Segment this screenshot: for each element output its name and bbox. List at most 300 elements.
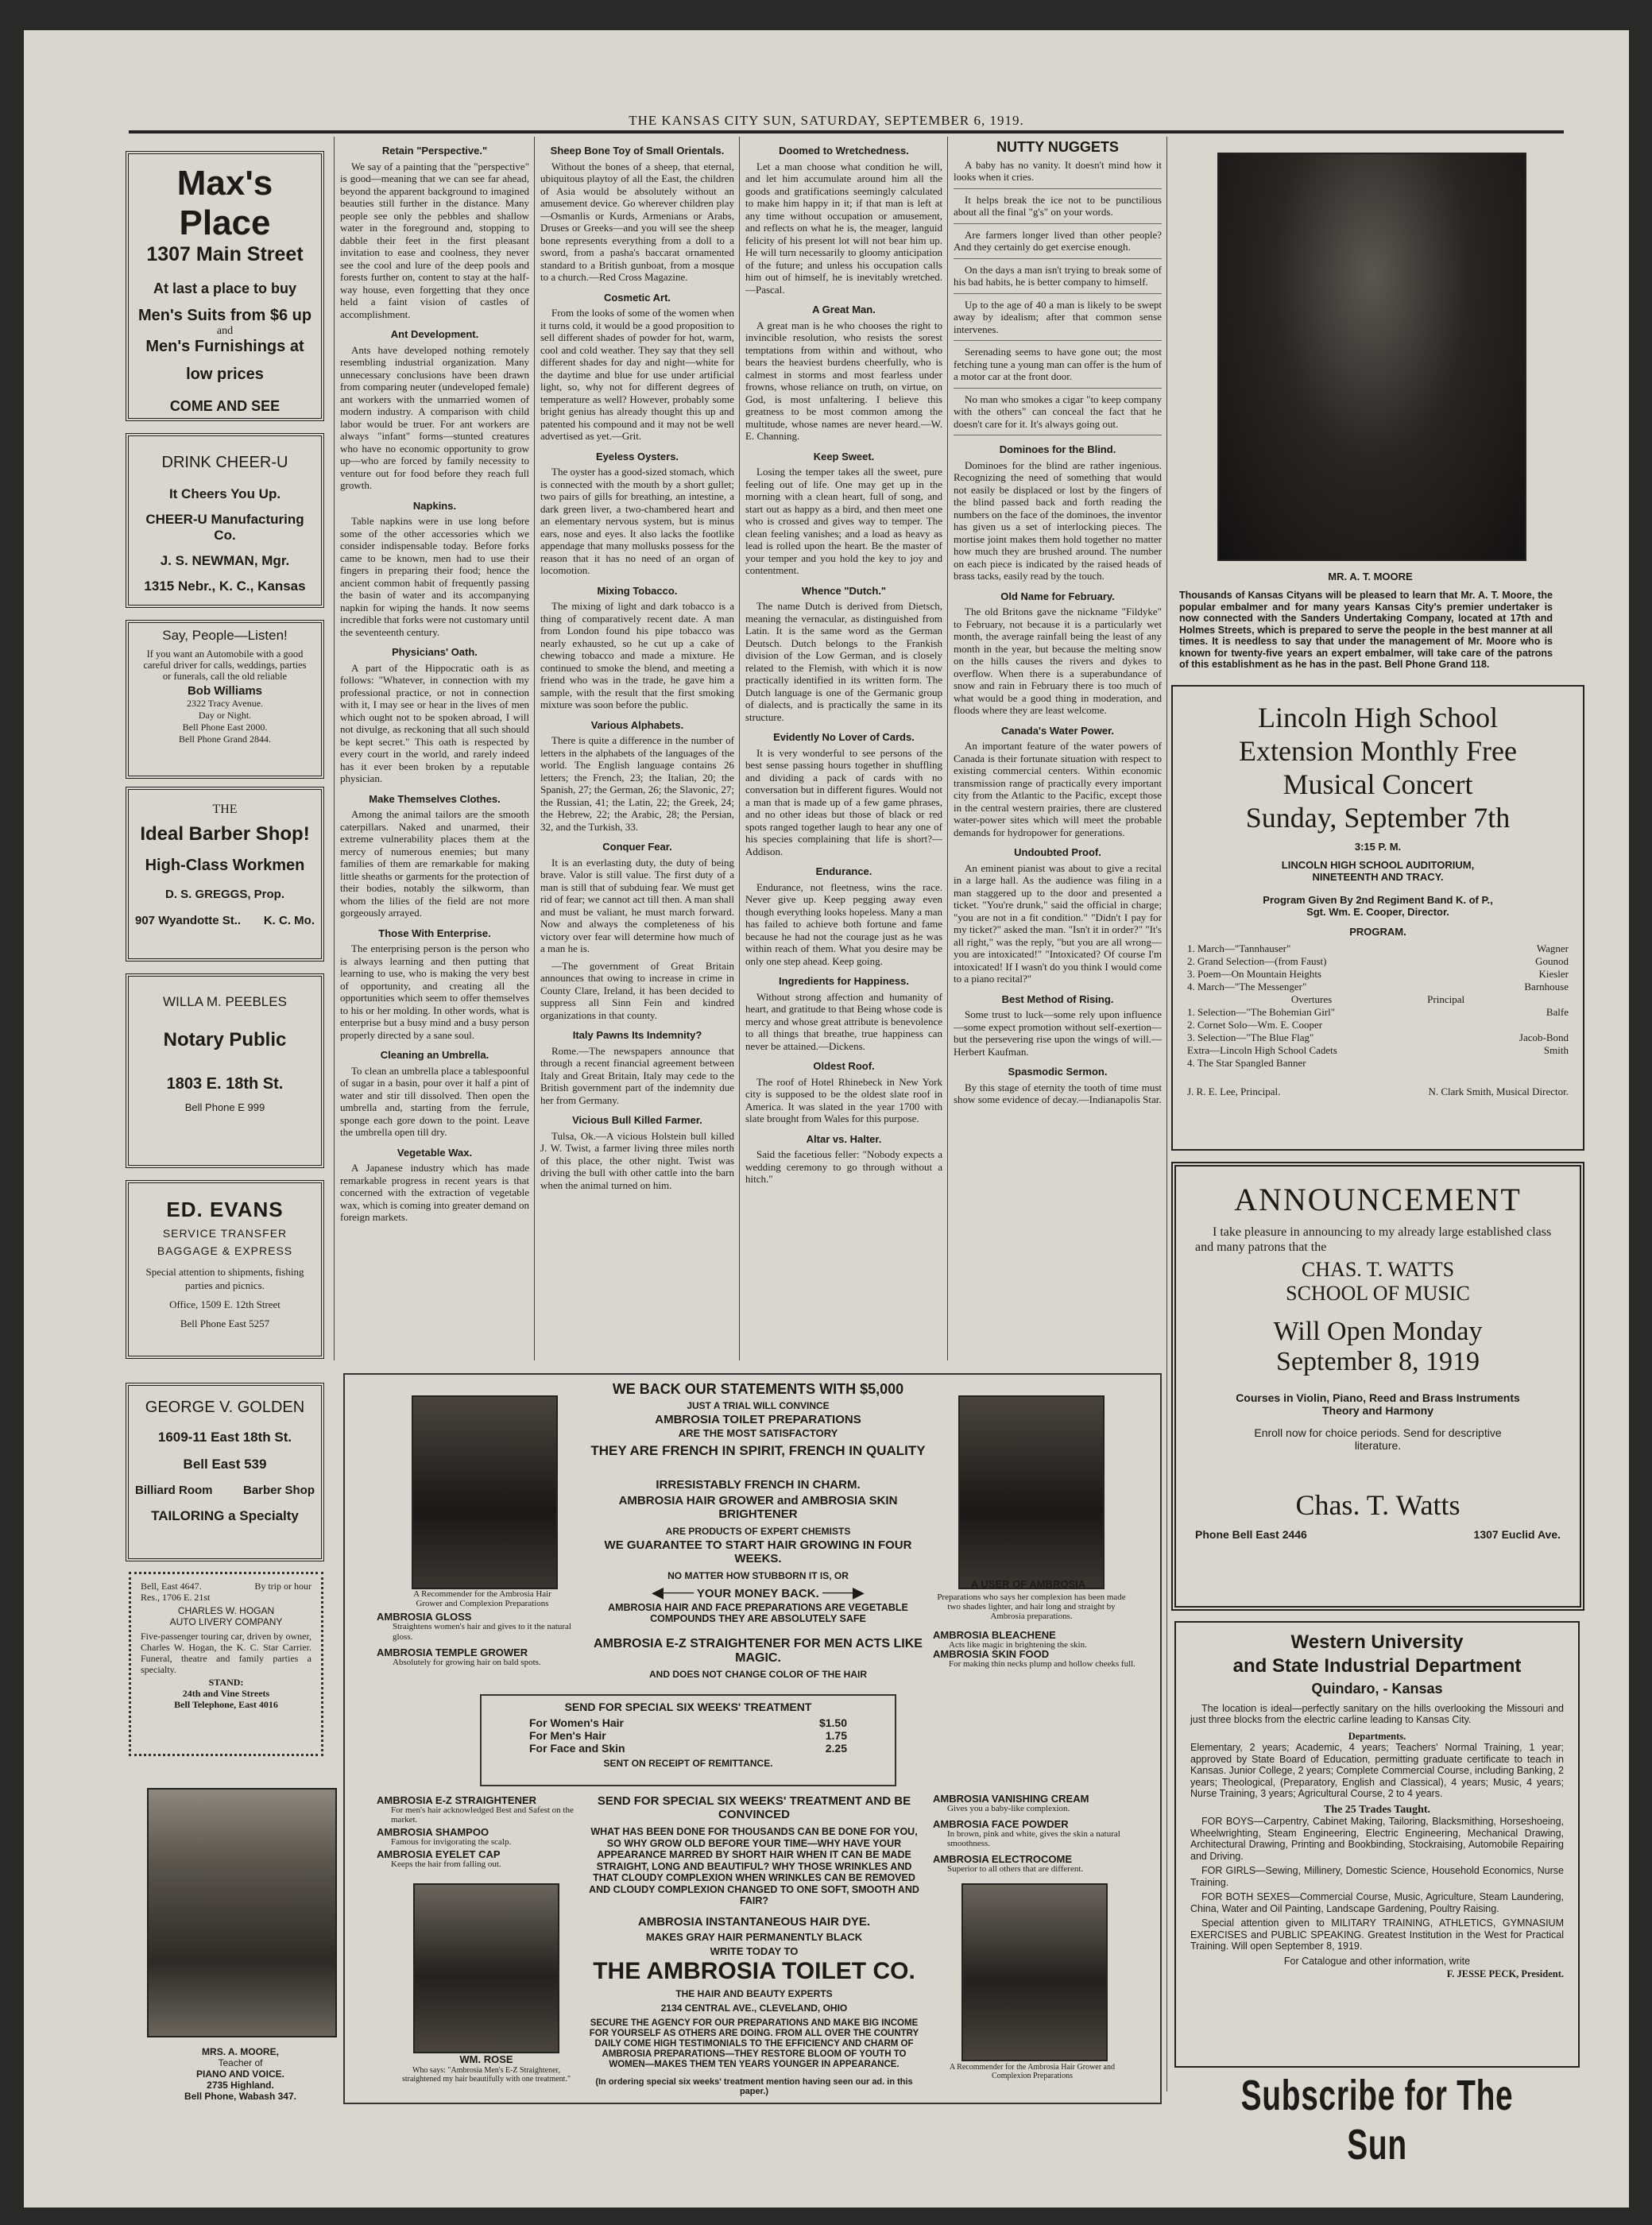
ad-line: It Cheers You Up. [168, 486, 281, 501]
article-text: We say of a painting that the "perspective" is good—meaning that we can see far ahead, beyond the apparent background to imagined beauties still further in the distance. Many people see only the pebbles and shallow water in the foreground and, stopping to dabble their feet in the first pleasant invitation to ease and coolness, they never see the cool and lure of the deep pools and forests further on, content to stay at the half-way house, even forgetting that they once held a faint vision of castles of accomplishment. [340, 160, 529, 320]
moore-announcement: Thousands of Kansas Cityans will be pleased to learn that Mr. A. T. Moore, the popular embalmer and for many years Kansas City's premier undertaker is now connected with the Sanders Undertaking Company, located at 17th and Holmes Streets, which is prepared to serve the people in the best manner at all times. It is needless to say that under the management of Mr. Moore who is known for twenty-five years an expert embalmer, will take care of the patrons of this establishment as he has in the past. Bell Phone Grand 118. [1179, 590, 1553, 670]
article-text: By this stage of eternity the tooth of time must show some evidence of decay.—Indianapolis Star. [954, 1081, 1162, 1105]
company-tagline: THE HAIR AND BEAUTY EXPERTS [675, 1988, 833, 1999]
program-composer: Principal [1427, 993, 1465, 1005]
article-text: Let a man choose what condition he will, and let him accumulate around him all the goods and gratifications seemingly calculated to make him happy in it; if that man is left at any time without occupation or amusement, and reflects on what he is, the meager, languid felicity of his present lot will not bear him up. He will turn necessarily to gloomy anticipation of the future; and unless his occupation calls him out of himself, he is inevitably wretched.—Pascal. [745, 160, 942, 296]
product-name: AMBROSIA ELECTROCOME [933, 1853, 1073, 1865]
article-heading: Vegetable Wax. [397, 1146, 473, 1159]
announcement-intro: I take pleasure in announcing to my already large established class and many patrons that the [1195, 1225, 1552, 1254]
article-text: Rome.—The newspapers announce that through a recent financial agreement between Italy and Great Britain, Italy may cede to the British government part of the indemnity due her from Germany. [540, 1044, 734, 1106]
ad-line: AUTO LIVERY COMPANY [169, 1616, 283, 1627]
ad-line: Res., 1706 E. 21st [141, 1592, 211, 1603]
article-heading: Eyeless Oysters. [595, 450, 679, 462]
caption-line: PIANO AND VOICE. [196, 2068, 284, 2080]
concert-title: Extension Monthly Free [1239, 735, 1517, 767]
price-label: For Men's Hair [529, 1729, 606, 1742]
program-composer: Wagner [1536, 942, 1569, 954]
ad-title: Say, People—Listen! [162, 628, 288, 643]
ad-line: J. S. NEWMAN, Mgr. [160, 553, 290, 568]
announcement-title: ANNOUNCEMENT [1234, 1182, 1522, 1217]
article-text: Table napkins were in use long before some of the other accessories which we consider indispensable today. Before forks came to be known, men had to use their fingers in preparing their food; hence the ancient common habit of frequently passing the basin of water and its accompanying napkin for wiping the hands. It now seems incredible that forks were not customary until the seventeenth century. [340, 515, 529, 638]
article-heading: Endurance. [815, 865, 872, 877]
university-text: The location is ideal—perfectly sanitary on the hills overlooking the Missouri and just three blocks from the electric carline leading to Kansas City. [1190, 1702, 1564, 1725]
courses-line: Theory and Harmony [1321, 1404, 1434, 1417]
article-heading: Retain "Perspective." [381, 145, 488, 157]
program-piece: 1. Selection—"The Bohemian Girl" [1187, 1006, 1336, 1018]
column-2 [540, 137, 734, 1367]
article-heading: Vicious Bull Killed Farmer. [572, 1114, 702, 1126]
nugget-item: No man who smokes a cigar "to keep company with the others" can conceal the fact that he doesn't care for it. It's always going out. [954, 393, 1162, 436]
column-divider [947, 137, 948, 1360]
university-title: and State Industrial Department [1232, 1655, 1522, 1677]
ad-line: BAGGAGE & EXPRESS [157, 1244, 293, 1257]
ad-line: Bell Telephone, East 4016 [174, 1699, 278, 1710]
university-text: For Catalogue and other information, write [1283, 1955, 1471, 1967]
ad-western-university [1174, 1621, 1580, 2068]
caption-mr-moore: MR. A. T. MOORE [1328, 571, 1413, 582]
treatment-offer-box [480, 1694, 896, 1786]
program-composer: Jacob-Bond [1519, 1031, 1569, 1043]
program-item [1187, 1044, 1569, 1057]
headline: WRITE TODAY TO [710, 1945, 799, 1957]
nugget-item: A baby has no vanity. It doesn't mind how it looks when it cries. [954, 159, 1162, 189]
ad-address: 1307 Main Street [146, 243, 304, 265]
director-name: N. Clark Smith, Musical Director. [1428, 1085, 1569, 1097]
headline: AMBROSIA HAIR GROWER and AMBROSIA SKIN BRIGHTENER [618, 1494, 898, 1521]
article-heading: A Great Man. [812, 304, 876, 315]
article-heading: Doomed to Wretchedness. [779, 145, 909, 157]
ad-title: Max's Place [176, 164, 273, 242]
ad-title: Notary Public [163, 1029, 287, 1051]
ad-line: THE [212, 803, 238, 816]
photo-caption: A USER OF AMBROSIA [970, 1578, 1086, 1590]
body-copy: (In ordering special six weeks' treatment mention having seen our ad. in this paper.) [595, 2077, 913, 2096]
caption-line: Bell Phone, Wabash 347. [184, 2091, 296, 2102]
caption-line: Teacher of [218, 2057, 263, 2068]
article-text: Endurance, not fleetness, wins the race. Never give up. Keep pegging away even though everything looks hopeless. Many a man has failed to achieve both fortune and fame because he had not the courage just as he was within reach of them. What you desire may be only one step ahead. Keep going. [745, 880, 942, 967]
headline: ARE PRODUCTS OF EXPERT CHEMISTS [665, 1526, 851, 1537]
nutty-nuggets-title: NUTTY NUGGETS [996, 139, 1119, 155]
ad-line: 1803 E. 18th St. [166, 1075, 284, 1093]
concert-director: Sgt. Wm. E. Cooper, Director. [1306, 906, 1449, 918]
program-piece: Overtures [1290, 993, 1333, 1005]
article-heading: Cosmetic Art. [603, 291, 671, 304]
article-text: The oyster has a good-sized stomach, which is connected with the mouth by a short gullet; two pairs of gills for breathing, an intestine, a dark green liver, a two-chambered heart and an elementary nervous system, but is minus ears, nose and eyes. It also lacks the footlike appendage that many mollusks possess for the reason that it has no need of an organ of locomotion. [540, 466, 734, 576]
arrow-left-icon: ◀─── [652, 1585, 694, 1600]
nugget-item: Serenading seems to have gone out; the most fetching tune a young man can offer is the hum of a motor car at the front door. [954, 346, 1162, 389]
article-heading: Old Name for February. [1000, 590, 1115, 602]
product-desc: For men's hair acknowledged Best and Safest on the market. [391, 1805, 574, 1824]
president-name: F. JESSE PECK, President. [1446, 1968, 1564, 1979]
ad-body: Five-passenger touring car, driven by owner, Charles W. Hogan, the K. C. Star Carrier. Funeral, theatre and family parties a specialty. [141, 1631, 311, 1675]
article-heading: Oldest Roof. [813, 1060, 875, 1072]
ad-line: Special attention to shipments, fishing parties and picnics. [145, 1266, 304, 1291]
article-text: An eminent pianist was about to give a recital in a large hall. As the audience was filing in a man staggered up to the door and presented a ticket. "You're drunk," said the official in charge; "you are not in a fit condition." "Didn't I pay for my ticket?" asked the man. "Isn't it in order?" "It's all right," was the reply, "but you are all wrong—you are intoxicated!" "Intoxicated? Of course I'm intoxicated! If I wasn't do you think I would come to a piano recital?" [954, 861, 1162, 985]
product-list-right-2 [933, 1794, 1147, 1874]
program-piece: 3. Selection—"The Blue Flag" [1187, 1031, 1314, 1043]
photo-caption: Preparations who says her complexion has been made two shades lighter, and hair long and straight by Ambrosia preparations. [937, 1592, 1126, 1621]
product-name: AMBROSIA SKIN FOOD [933, 1648, 1050, 1660]
column-1 [340, 137, 529, 1367]
article-heading: Dominoes for the Blind. [999, 443, 1116, 455]
ad-line: Bell Phone East 2000. [182, 722, 268, 733]
article-heading: Ant Development. [390, 328, 479, 340]
photo-user-of-ambrosia [958, 1395, 1105, 1589]
program-item [1187, 993, 1569, 1006]
ad-maxs-place [126, 151, 324, 421]
ad-line: By trip or hour [254, 1581, 311, 1592]
headline: NO MATTER HOW STUBBORN IT IS, OR [667, 1570, 849, 1581]
article-text: A part of the Hippocratic oath is as follows: "Whatever, in connection with my professional practice, or not in connection with it, I may see or hear in the lives of men which ought not to be spoken abroad, I will not divulge, as reckoning that all such should be kept secret." This oath is respected by every court in the world, and rarely indeed has it ever been broken by a reputable physician. [340, 661, 529, 784]
article-heading: Spasmodic Sermon. [1008, 1066, 1108, 1078]
article-text: Ants have developed nothing remotely resembling industrial organization. Many unnecessary conclusions have been drawn from comparing neuter (undeveloped female) ant workers with the unmarried women of modern industry. A comparison with child labor would be truer. For ant workers are always "infant" forms—stunted creatures who have no economic opportunity to grow up—who are forced by family necessity to venture out for food before they reach full growth. [340, 343, 529, 491]
departments-heading: Departments. [1348, 1730, 1406, 1742]
product-desc: Gives you a baby-like complexion. [947, 1804, 1070, 1813]
caption-mrs-moore [143, 2046, 338, 2102]
photo-caption: WM. ROSE [459, 2053, 513, 2065]
ad-services-row [135, 1484, 315, 1497]
product-desc: Acts like magic in brightening the skin. [949, 1640, 1087, 1650]
article-text: Losing the temper takes all the sweet, pure feeling out of life. One may get up in the morning with a clean heart, full of song, and start out as happy as a bird, and then meet one who is crossed and gives way to temper. The clean feeling vanishes; and a load as heavy as lead is rolled upon the heart. Be the master of your temper and you hold the key to joy and contentment. [745, 466, 942, 576]
article-heading: Undoubted Proof. [1014, 846, 1101, 858]
concert-band: Program Given By 2nd Regiment Band K. of P., [1263, 894, 1493, 906]
ad-line: Barber Shop [242, 1484, 315, 1497]
ad-title: Ideal Barber Shop! [140, 823, 310, 845]
concert-place: LINCOLN HIGH SCHOOL AUDITORIUM, [1281, 859, 1475, 871]
article-text: The roof of Hotel Rhinebeck in New York city is supposed to be the oldest slate roof in America. It was slated in the year 1700 with slate brought from Wales for this purpose. [745, 1075, 942, 1124]
headline: AMBROSIA HAIR AND FACE PREPARATIONS ARE VEGETABLE COMPOUNDS THEY ARE ABSOLUTELY SAFE [608, 1602, 908, 1624]
photo-caption: A Recommender for the Ambrosia Hair Grower and Complexion Preparations [413, 1589, 551, 1608]
article-heading: Make Themselves Clothes. [369, 792, 501, 805]
concert-place: NINETEENTH AND TRACY. [1312, 871, 1444, 883]
product-name: AMBROSIA E-Z STRAIGHTENER [377, 1794, 537, 1806]
program-item [1187, 955, 1569, 968]
article-heading: Various Alphabets. [590, 718, 684, 731]
program-composer: Gounod [1535, 955, 1569, 967]
product-name: AMBROSIA EYELET CAP [377, 1848, 501, 1860]
article-heading: Sheep Bone Toy of Small Orientals. [550, 145, 725, 157]
ad-george-golden [126, 1383, 324, 1561]
program-piece: 4. March—"The Messenger" [1187, 981, 1307, 993]
courses-line: Courses in Violin, Piano, Reed and Brass Instruments [1236, 1391, 1520, 1404]
ad-hogan-livery [129, 1572, 323, 1756]
school-name: CHAS. T. WATTS [1301, 1258, 1455, 1281]
product-desc: Famous for invigorating the scalp. [391, 1837, 512, 1847]
company-address: 2134 CENTRAL AVE., CLEVELAND, OHIO [660, 2002, 848, 2014]
price-row [482, 1742, 895, 1755]
article-text: The mixing of light and dark tobacco is a thing of comparatively recent date. A man from London found his pipe tobacco was nearly exhausted, so he cut up a cake of chewing tobacco and made a mixture. He continued to smoke the blend, and meeting a friend who was in the trade, he gave him a sample, with the result that the first smoking mixture was soon before the public. [540, 600, 734, 710]
nugget-item: It helps break the ice not to be punctilious about all the final "g's" on your words. [954, 194, 1162, 224]
ad-line: TAILORING a Specialty [151, 1508, 299, 1523]
program-composer: Kiesler [1538, 968, 1569, 980]
nutty-nuggets-list [954, 159, 1162, 1106]
ad-ambrosia-toilet-co [343, 1373, 1162, 2104]
ad-line: 24th and Vine Streets [182, 1688, 270, 1699]
product-desc: Keeps the hair from falling out. [391, 1859, 501, 1869]
column-divider [739, 137, 740, 1360]
headline: SEND FOR SPECIAL SIX WEEKS' TREATMENT AND BE CONVINCED [597, 1794, 911, 1821]
article-text: The name Dutch is derived from Dietsch, meaning the vernacular, as distinguished from Latin. It is the same word as the German Deutsch. Dutch belongs to the Frankish division of the Low German, and is closely related to the Flemish, with which it is now practically identified in its written form. The Dutch language is one of the Germanic group of dialects, and is practically the same in its structure. [745, 600, 942, 723]
headline: AMBROSIA TOILET PREPARATIONS [655, 1413, 861, 1426]
program-item [1187, 968, 1569, 981]
column-divider [534, 137, 535, 1360]
ad-ed-evans [126, 1180, 324, 1359]
article-text: Said the facetious feller: "Nobody expects a wedding ceremony to go through without a hitch." [745, 1148, 942, 1185]
product-name: AMBROSIA FACE POWDER [933, 1818, 1069, 1830]
concert-title: Lincoln High School [1258, 702, 1498, 733]
masthead-rule [129, 130, 1564, 134]
headline: WE BACK OUR STATEMENTS WITH $5,000 [612, 1381, 904, 1397]
article-text: —The government of Great Britain announces that owing to increase in crime in County Clare, Ireland, it has been decided to suppress all Sinn Fein and kindred organizations in that county. [540, 959, 734, 1021]
program-item [1187, 981, 1569, 993]
ad-line: SERVICE TRANSFER [162, 1227, 288, 1240]
column-divider [1166, 137, 1167, 2092]
article-text: An important feature of the water powers of Canada is their fortunate situation with respect to existing commercial centers. Within economic transmission range of practically every important city from the Atlantic to the Pacific, except those in the central western prairies, there are clustered water-power sites which will meet the probable demands for hydropower for generations. [954, 740, 1162, 838]
caption-line: 2735 Highland. [207, 2080, 274, 2091]
caption-line: MRS. A. MOORE, [202, 2046, 279, 2057]
article-heading: Conquer Fear. [602, 841, 672, 853]
ad-line: 907 Wyandotte St.. [135, 914, 242, 927]
ad-name: WILLA M. PEEBLES [163, 994, 287, 1009]
article-text: Without strong affection and humanity of heart, and gratitude to that Being whose code is mercy and whose great attribute is benevolence to all things that breathe, true happiness can never be attained.—Dickens. [745, 990, 942, 1052]
article-heading: Ingredients for Happiness. [779, 975, 909, 987]
concert-signatures [1187, 1085, 1569, 1098]
opening-date: September 8, 1919 [1276, 1347, 1480, 1376]
headline: MAKES GRAY HAIR PERMANENTLY BLACK [645, 1931, 863, 1943]
program-item [1187, 1057, 1569, 1070]
article-text: A Japanese industry which has made remarkable progress in recent years is that concerned with the extraction of vegetable wax, which is coming into greater demand on foreign markets. [340, 1162, 529, 1223]
product-desc: Absolutely for growing hair on bald spots. [393, 1658, 541, 1667]
ad-bob-williams [126, 620, 324, 779]
ad-address-row [135, 914, 315, 927]
article-text: To clean an umbrella place a tablespoonful of sugar in a basin, pour over it half a pint of water and stir till dissolved. Then open the umbrella and, starting from the ferrule, sponge each gore down to the point. Leave the umbrella open till dry. [340, 1064, 529, 1138]
product-list-right [933, 1631, 1139, 1669]
product-name: AMBROSIA TEMPLE GROWER [377, 1646, 528, 1658]
article-text: Tulsa, Ok.—A vicious Holstein bull killed J. W. Twist, a farmer living three miles north of this place, the other night. Twist was driving the bull with other cattle into the barn when the animal turned on him. [540, 1129, 734, 1191]
photo-mr-moore [1217, 153, 1526, 561]
headline: AMBROSIA E-Z STRAIGHTENER FOR MEN ACTS LIKE MAGIC. [594, 1637, 923, 1665]
headline: YOUR MONEY BACK. [696, 1587, 819, 1600]
program-heading: PROGRAM. [1349, 926, 1406, 938]
photo-caption: Who says: "Ambrosia Men's E-Z Straightener, straightened my hair beautifully with one treatment." [401, 2066, 571, 2084]
offer-title: SEND FOR SPECIAL SIX WEEKS' TREATMENT [564, 1701, 812, 1713]
ad-line: low prices [186, 366, 264, 383]
ad-line: 1609-11 East 18th St. [157, 1430, 292, 1445]
body-copy: SECURE THE AGENCY FOR OUR PREPARATIONS AND MAKE BIG INCOME FOR YOURSELF AS OTHERS ARE DOING. FROM ALL OVER THE COUNTRY DAILY COME HIGH TESTIMONIALS TO THE EFFICIENCY AND CHARM OF AMBROSIA PREPARATIONS—THEY RESTORE BLOOM OF YOUTH TO WOMEN—MAKES THEM TEN YEARS YOUNGER IN APPEARANCE. [589, 2018, 919, 2069]
university-text: Special attention given to MILITARY TRAINING, ATHLETICS, GYMNASIUM EXERCISES and PUBLIC SPEAKING. Greatest Institution in the West for Practical Training. Will open September 8, 1919. [1190, 1917, 1564, 1952]
column-4 [954, 137, 1162, 1367]
program-composer: Balfe [1546, 1006, 1569, 1018]
nugget-item: On the days a man isn't trying to break some of his bad habits, he is better company to himself. [954, 264, 1162, 294]
concert-title: Musical Concert [1283, 768, 1473, 800]
program-list [1187, 942, 1569, 1070]
article-text: There is quite a difference in the number of letters in the alphabets of the languages of the world. The English language contains 26 letters; the French, 23; the Italian, 20; the Spanish, 27; the German, 26; the Slavonic, 27; the Russian, 41; the Latin, 22; the Greek, 24; the Hebrew, 22; the Arabic, 28; the Persian, 32, and the Turkish, 33. [540, 734, 734, 833]
article-text: The enterprising person is the person who is always learning and then putting that learning to use, who is making the very best of opportunity, and creating all the opportunities which seem to offer themselves to his or her molding. In other words, what is enterprise but a busy mind and a busy person properly directed by a sane soul. [340, 942, 529, 1041]
headline: IRRESISTABLY FRENCH IN CHARM. [656, 1478, 861, 1492]
article-heading: Napkins. [412, 499, 457, 512]
ad-line: Bell Phone East 5257 [180, 1318, 270, 1329]
article-heading: Evidently No Lover of Cards. [773, 731, 915, 743]
ad-cheer-u [126, 433, 324, 608]
university-text: Elementary, 2 years; Academic, 4 years; Teachers' Normal Training, 1 year; approved by State Board of Education, permitting graduate certificate to teach in Kansas. Junior College, 2 years; Complete Commercial Course, including Banking, 2 years; Theological, (Preparatory, English and Classical), 4 years; Music, 4 years; Nurse Training, 3 years; Agricultural Course, 2 to 4 years. [1190, 1742, 1564, 1799]
program-piece: 2. Cornet Solo—Wm. E. Cooper [1187, 1019, 1323, 1031]
nugget-item: Up to the age of 40 a man is likely to be swept away by idealism; after that common sense intervenes. [954, 299, 1162, 342]
product-name: AMBROSIA BLEACHENE [933, 1629, 1056, 1641]
article-heading: Cleaning an Umbrella. [380, 1049, 489, 1061]
university-location: Quindaro, - Kansas [1311, 1681, 1443, 1697]
ad-title: ED. EVANS [166, 1198, 284, 1221]
price-label: For Women's Hair [529, 1716, 624, 1729]
article-heading: Canada's Water Power. [1000, 724, 1115, 737]
enroll-line: Enroll now for choice periods. Send for descriptive literature. [1254, 1426, 1502, 1452]
university-text: FOR BOYS—Carpentry, Cabinet Making, Tailoring, Blacksmithing, Horseshoeing, Wheelwrighting, Steam Engineering, Electric Engineering, Mechanical Drawing, Architectural Drawing, Printing and Bookbinding, Stockraising, Automobile Repairing and Driving. [1190, 1816, 1564, 1862]
ad-notary-peebles [126, 973, 324, 1168]
ad-name: CHARLES W. HOGAN [177, 1605, 275, 1616]
program-piece: 1. March—"Tannhauser" [1187, 942, 1291, 954]
price-row [482, 1729, 895, 1742]
price-value: 1.75 [825, 1729, 847, 1742]
ad-line: STAND: [208, 1677, 244, 1688]
ad-line: 1315 Nebr., K. C., Kansas [144, 578, 306, 594]
phone: Phone Bell East 2446 [1195, 1528, 1307, 1541]
school-name: SCHOOL OF MUSIC [1286, 1282, 1470, 1305]
ad-body: If you want an Automobile with a good careful driver for calls, weddings, parties or funerals, call the old reliable [143, 648, 307, 682]
article-heading: Altar vs. Halter. [806, 1132, 882, 1145]
ad-line: Office, 1509 E. 12th Street [169, 1298, 280, 1310]
ad-line: Men's Furnishings at [145, 338, 304, 355]
arrow-right-icon: ───▶ [822, 1585, 865, 1600]
photo-wm-rose [413, 1883, 559, 2053]
article-heading: Physicians' Oath. [392, 646, 478, 658]
product-desc: In brown, pink and white, gives the skin a natural smoothness. [947, 1829, 1120, 1848]
article-heading: Best Method of Rising. [1001, 993, 1114, 1005]
article-heading: Keep Sweet. [813, 450, 875, 462]
ad-line: Bell Phone E 999 [184, 1101, 265, 1113]
article-text: From the looks of some of the women when it turns cold, it would be a good proposition to sell different shades of powder for hot, warm, cool and cold weather. They say that they sell different shades for day and night—white for the daytime and blue for use under artificial light, so, why not for different degrees of temperature as well? However, probably some bright genius has already thought this up and patented his compound and it may not be well advertised as yet.—Grit. [540, 307, 734, 442]
concert-date: Sunday, September 7th [1245, 802, 1511, 834]
ad-watts-school [1171, 1162, 1584, 1611]
photo-recommender-left [412, 1395, 558, 1589]
program-piece: 2. Grand Selection—(from Faust) [1187, 955, 1327, 967]
product-name: AMBROSIA SHAMPOO [377, 1826, 489, 1838]
ad-line: Bell Phone Grand 2844. [179, 733, 271, 745]
price-label: For Face and Skin [529, 1742, 625, 1755]
concert-time: 3:15 P. M. [1354, 841, 1402, 853]
ad-line: K. C. Mo. [263, 914, 315, 927]
headline: AMBROSIA INSTANTANEOUS HAIR DYE. [637, 1915, 871, 1929]
article-text: It is an everlasting duty, the duty of being brave. Valor is still value. The first duty of a man is still that of subduing fear. We must get rid of fear; we cannot act till then. A man shall and must be valiant, he must march forward. Now and always the completeness of his victory over fear will determine how much of a man he is. [540, 856, 734, 954]
product-desc: Straightens women's hair and gives to it the natural gloss. [393, 1622, 571, 1642]
ad-lincoln-concert [1171, 685, 1584, 1151]
ad-line: Day or Night. [198, 710, 252, 721]
article-heading: Italy Pawns Its Indemnity? [572, 1029, 702, 1041]
article-text: Among the animal tailors are the smooth caterpillars. Naked and unarmed, their extreme vulnerability places them at the mercy of numerous enemies; but many families of them are remarkable for making little sheaths or garments for the protection of their bodies, notably the silkworm, than whom the lilies of the field are not more gorgeously arrayed. [340, 808, 529, 919]
trades-heading: The 25 Trades Taught. [1323, 1803, 1431, 1816]
program-composer: Barnhouse [1524, 981, 1569, 993]
opening-date: Will Open Monday [1273, 1317, 1483, 1346]
ad-line: High-Class Workmen [145, 857, 305, 874]
ad-line: Bell East 539 [183, 1457, 267, 1472]
article-heading: Mixing Tobacco. [597, 584, 678, 597]
article-heading: Whence "Dutch." [801, 584, 887, 597]
price-row [482, 1713, 895, 1729]
ad-line: COME AND SEE [169, 398, 280, 414]
ad-line: At last a place to buy [153, 281, 297, 296]
product-name: AMBROSIA GLOSS [377, 1611, 472, 1623]
program-item [1187, 1006, 1569, 1019]
ad-line: D. S. GREGGS, Prop. [164, 888, 285, 901]
product-desc: For making thin necks plump and hollow cheeks full. [949, 1659, 1136, 1669]
money-back-row [575, 1585, 941, 1601]
column-3 [745, 137, 942, 1367]
university-title: Western University [1290, 1631, 1464, 1653]
company-name: THE AMBROSIA TOILET CO. [593, 1958, 915, 1984]
ad-title: DRINK CHEER-U [161, 454, 288, 471]
column-divider [334, 137, 335, 1360]
signature: Chas. T. Watts [1295, 1489, 1460, 1521]
ad-line: 2322 Tracy Avenue. [186, 698, 264, 709]
product-desc: Superior to all others that are different. [947, 1864, 1084, 1874]
program-piece: 3. Poem—On Mountain Heights [1187, 968, 1321, 980]
article-text: Some trust to luck—some rely upon influence—some expect promotion without self-exertion—but the persevering rise upon the wings of will.—Herbert Kaufman. [954, 1008, 1162, 1058]
ad-name: Bob Williams [187, 684, 263, 698]
headline: ARE THE MOST SATISFACTORY [678, 1427, 838, 1439]
product-name: AMBROSIA VANISHING CREAM [933, 1793, 1089, 1805]
ad-ideal-barber-shop [126, 787, 324, 962]
photo-mrs-moore [147, 1788, 337, 2037]
article-text: It is very wonderful to see persons of the best sense passing hours together in shuffling and dividing a pack of cards with no conversation but in different figures. Would not a man that is made up of a few game phrases, and no other ideas but those of black or red spots ranged together laugh to hear any one of his species complaining that life is short?—Addison. [745, 746, 942, 857]
article-text: The old Britons gave the nickname "Fildyke" to February, not because it is a particularly wet month, the average rainfall being the least of any month in the year, but because the melting snow on the hills causes the rivers and dykes to overflow. When there is a superabundance of snow and rain in February there is too much of what would be a good thing in moderation, and floods where they are least welcome. [954, 606, 1162, 716]
article-heading: Those With Enterprise. [378, 927, 491, 939]
ad-line: Bell, East 4647. [141, 1581, 202, 1592]
headline: WE GUARANTEE TO START HAIR GROWING IN FOUR WEEKS. [604, 1538, 912, 1565]
remit-line: SENT ON RECEIPT OF REMITTANCE. [603, 1758, 773, 1769]
program-item [1187, 1031, 1569, 1044]
program-composer: Smith [1543, 1044, 1569, 1056]
ad-line: Men's Suits from $6 up [137, 307, 312, 324]
product-list-left-2 [377, 1796, 575, 1869]
product-list-left [377, 1612, 583, 1668]
article-text: A great man is he who chooses the right to invincible resolution, who resists the sorest temptations from within and without, who bears the heaviest burdens cheerfully, who is calmest in storms and most fearless under frowns, whose reliance on truth, on virtue, on God, is most unfaltering. I believe this greatness to be most common among the multitude, whose names are never heard.—W. E. Channing. [745, 319, 942, 442]
price-value: 2.25 [825, 1742, 847, 1755]
photo-caption: A Recommender for the Ambrosia Hair Grower and Complexion Preparations [950, 2063, 1115, 2080]
ad-row [141, 1581, 311, 1592]
headline: AND DOES NOT CHANGE COLOR OF THE HAIR [648, 1669, 867, 1680]
headline: JUST A TRIAL WILL CONVINCE [687, 1400, 830, 1411]
nugget-item: Are farmers longer lived than other people? And they certainly do get exercise enough. [954, 229, 1162, 259]
program-item [1187, 942, 1569, 955]
photo-recommender-right [961, 1883, 1108, 2061]
program-piece: Extra—Lincoln High School Cadets [1187, 1044, 1337, 1056]
ad-line: and [216, 325, 234, 337]
program-piece: 4. The Star Spangled Banner [1187, 1057, 1306, 1069]
principal-name: J. R. E. Lee, Principal. [1187, 1085, 1281, 1097]
article-text: Dominoes for the blind are rather ingenious. Recognizing the need of something that would not easily be displaced or lost by the fingers of the blind passed back and forth reading the numbers on the face of the dominoes, the inventor has given us a set of interlocking pieces. The mortise joint makes them hold together no matter how much they are brushed around. The number on each piece is indicated by the raised heads of brass tacks, easily read by the touch. [954, 459, 1162, 582]
address: 1307 Euclid Ave. [1473, 1528, 1561, 1541]
masthead: THE KANSAS CITY SUN, SATURDAY, SEPTEMBER 6, 1919. [629, 113, 1024, 128]
watts-contact [1195, 1528, 1561, 1541]
subscribe-banner: Subscribe for The Sun [1240, 2072, 1514, 2169]
program-item [1187, 1019, 1569, 1031]
price-value: $1.50 [818, 1716, 847, 1729]
ad-title: GEORGE V. GOLDEN [145, 1399, 305, 1416]
ad-line: CHEER-U Manufacturing Co. [145, 512, 304, 543]
headline: THEY ARE FRENCH IN SPIRIT, FRENCH IN QUALITY [590, 1443, 926, 1458]
university-text: FOR BOTH SEXES—Commercial Course, Music, Agriculture, Steam Laundering, China, Water and Oil Painting, Landscape Gardening, Poultry Raising. [1190, 1891, 1564, 1914]
university-text: FOR GIRLS—Sewing, Millinery, Domestic Science, Household Economics, Nurse Training. [1190, 1865, 1564, 1888]
body-copy: WHAT HAS BEEN DONE FOR THOUSANDS CAN BE DONE FOR YOU, SO WHY GROW OLD BEFORE YOUR TIME—WHY HAVE YOUR APPEARANCE MARRED BY SHORT HAIR WHEN IT CAN BE MADE STRAIGHT, LONG AND BEAUTIFUL? WHY THOSE WRINKLES AND THAT CLOUDY COMPLEXION WHEN WRINKLES CAN BE REMOVED AND CLOUDY COMPLEXION CHANGED TO ONE SOFT, SMOOTH AND FAIR? [589, 1826, 919, 1906]
ad-line: Billiard Room [135, 1484, 213, 1497]
